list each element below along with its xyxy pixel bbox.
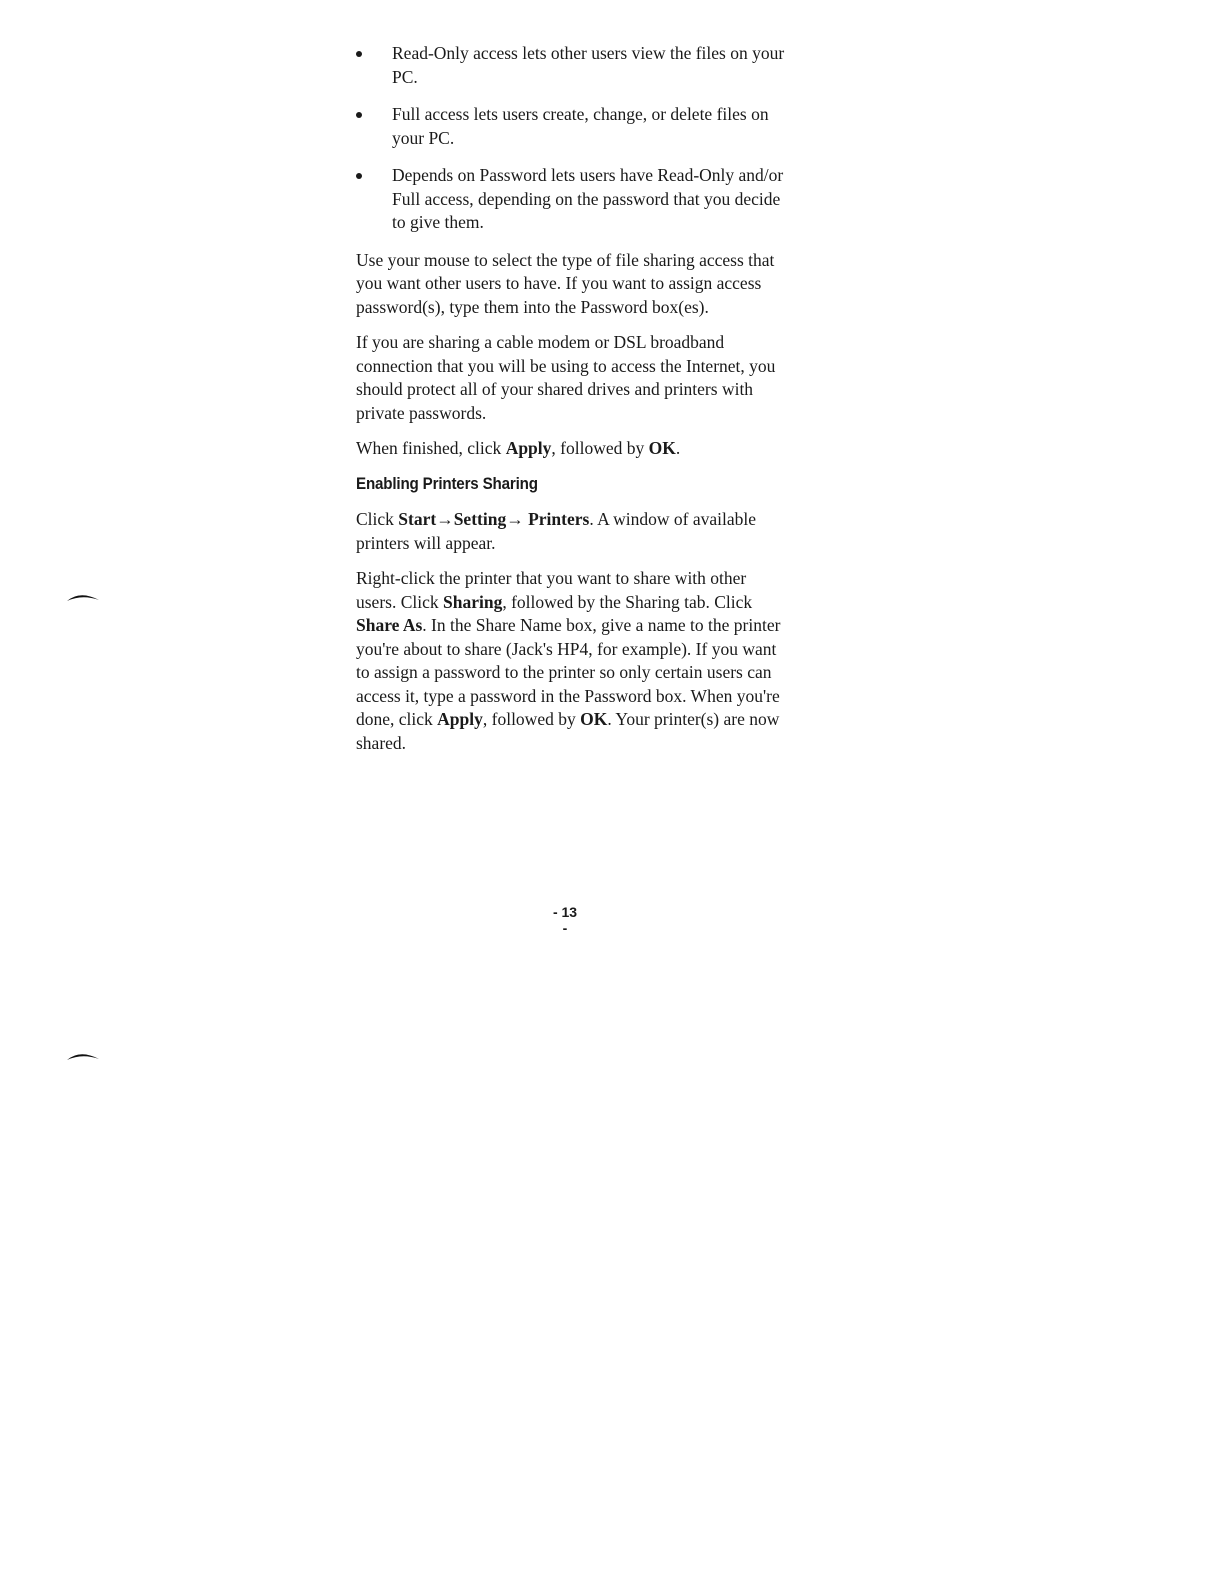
text: When finished, click [356, 438, 506, 458]
apply-keyword: Apply [437, 709, 483, 729]
page-body [356, 42, 786, 767]
text: . A window of available printers will appear. [356, 509, 757, 553]
menu-path: Start→Setting→ Printers [398, 509, 590, 529]
text: . [675, 438, 681, 458]
ok-keyword: OK [648, 438, 676, 458]
bullet-icon [356, 173, 362, 179]
paragraph-start-menu [356, 508, 786, 555]
paragraph-broadband: If you are sharing a cable modem or DSL broadband connection that you will be using to access the Internet, you should protect all of your shared drives and printers with private passwords. [356, 332, 776, 423]
ok-keyword: OK [580, 709, 608, 729]
text: . In the Share Name box, give a name to the printer you're about to share (Jack's HP4, for example). If you want to assign a password to the printer so only certain users can access it, type a password in the Password box. When you're done, click [356, 615, 781, 729]
paragraph-right-click [356, 567, 786, 755]
page-number: - 13 - [552, 904, 578, 936]
text: , followed by the Sharing tab. Click [502, 591, 753, 612]
text: , followed by [482, 709, 581, 729]
section-heading: Enabling Printers Sharing [356, 474, 538, 493]
access-types-list [356, 42, 786, 235]
list-item [356, 103, 786, 150]
paragraph-finish [356, 437, 786, 461]
text: . Your printer(s) are now shared. [356, 709, 780, 753]
list-item [356, 164, 786, 235]
binder-hole-mark [66, 1049, 100, 1061]
text: , followed by [551, 438, 649, 458]
apply-keyword: Apply [505, 438, 552, 458]
list-item [356, 42, 786, 89]
bullet-icon [356, 51, 362, 57]
sharing-keyword: Sharing [443, 591, 503, 612]
text: Right-click the printer that you want to share with other users. Click [356, 568, 747, 612]
bullet-text: Full access lets users create, change, or delete files on your PC. [392, 104, 769, 148]
text: Click [356, 509, 399, 529]
paragraph-select-access: Use your mouse to select the type of file sharing access that you want other users to have. If you want to assign access password(s), type them into the Password box(es). [356, 249, 775, 317]
bullet-icon [356, 112, 362, 118]
bullet-text: Read-Only access lets other users view the files on your PC. [392, 43, 785, 87]
bullet-text: Depends on Password lets users have Read-Only and/or Full access, depending on the password that you decide to give them. [392, 165, 784, 232]
binder-hole-mark [66, 590, 100, 602]
share-as-keyword: Share As [356, 615, 423, 635]
